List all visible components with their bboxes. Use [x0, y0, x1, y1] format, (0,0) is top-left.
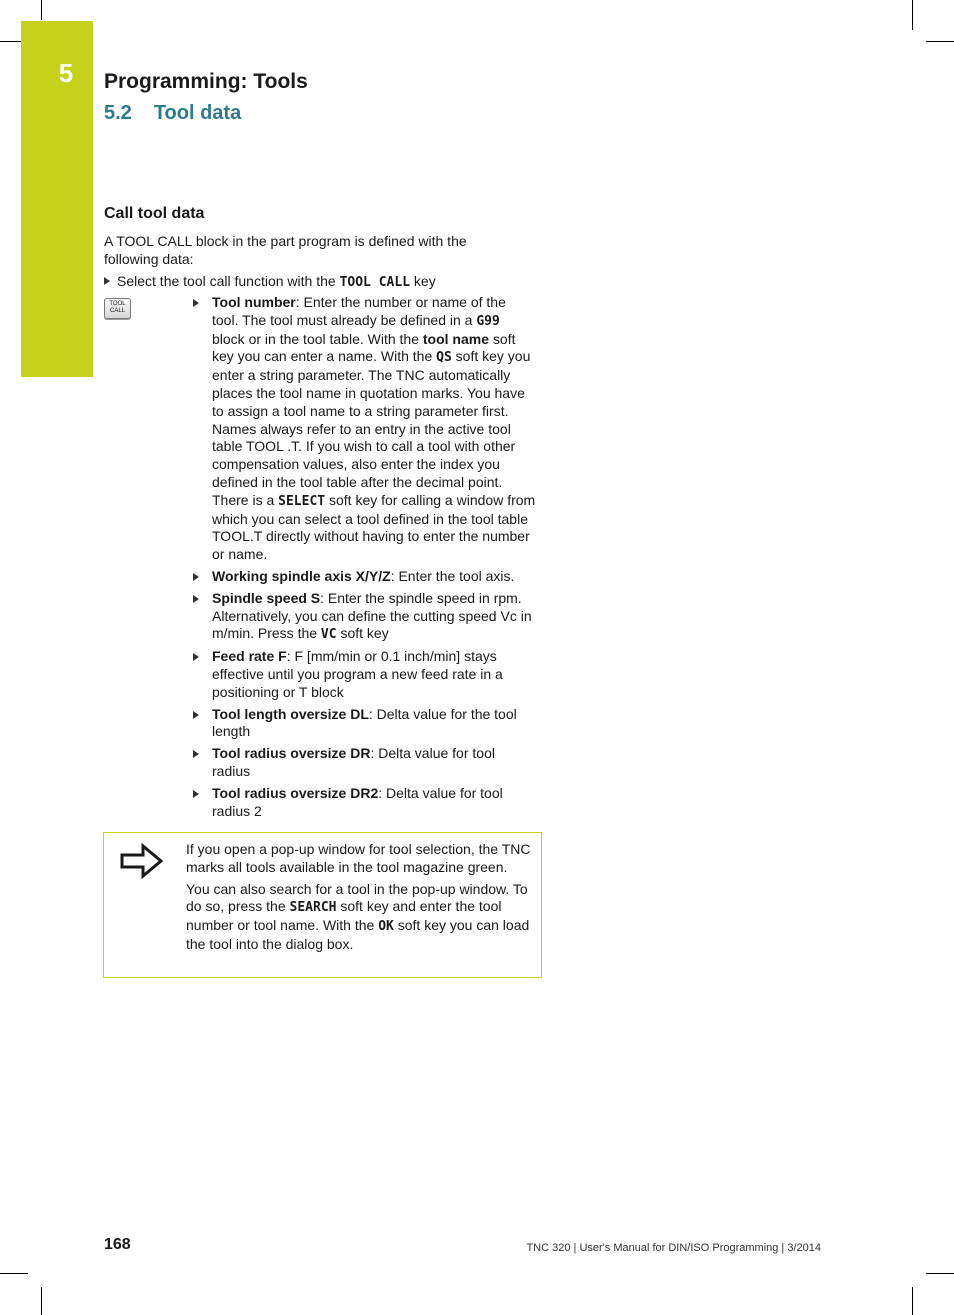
- list-item: [193, 568, 536, 586]
- softkey-name: tool name: [422, 330, 490, 347]
- key-name: SEARCH: [289, 900, 337, 916]
- param-text: block or in the tool table. With the: [212, 330, 423, 347]
- note-text-run: You can also search for a tool in the pop-up window. To do so, press the: [186, 880, 528, 915]
- param-text: : Enter the spindle speed in rpm. Alternatively, you can define the cutting speed Vc in m/min. Press the: [212, 589, 532, 642]
- list-item: [193, 745, 536, 781]
- arrow-right-icon: [119, 843, 165, 879]
- key-name: VC: [320, 627, 337, 643]
- list-item: [193, 294, 536, 564]
- list-item: [193, 590, 536, 644]
- key-label: TOOL: [109, 301, 126, 307]
- instruction-step: [104, 272, 534, 292]
- bullet-triangle-icon: [193, 595, 199, 603]
- note-text: [186, 841, 531, 958]
- bullet-triangle-icon: [193, 299, 199, 307]
- section-title: Tool data: [153, 102, 242, 124]
- crop-mark: [0, 1273, 28, 1274]
- note-paragraph: [186, 881, 531, 954]
- param-label: Tool radius oversize DR2: [212, 784, 379, 801]
- param-text: : Enter the tool axis.: [390, 567, 515, 584]
- param-label: Working spindle axis X/Y/Z: [212, 567, 391, 584]
- page-number: 168: [104, 1236, 131, 1253]
- key-name: OK: [378, 919, 394, 935]
- param-text: soft key you enter a string parameter. The TNC automatically places the tool name in quotation marks. You have to assign a tool name to a string parameter first. Names always refer to an entry in the active tool table TOOL .T. If you wish to call a tool with other compensation values, also enter the index you defined in the tool table after the decimal point. There is a: [212, 348, 531, 508]
- chapter-number: 5: [58, 58, 74, 88]
- param-label: Spindle speed S: [212, 589, 321, 606]
- param-label: Tool length oversize DL: [212, 705, 369, 722]
- bullet-triangle-icon: [193, 573, 199, 581]
- note-paragraph: If you open a pop-up window for tool selection, the TNC marks all tools available in the tool magazine green.: [186, 841, 531, 875]
- param-text: : Enter the number or name of the tool. The tool must already be defined in a: [212, 294, 506, 328]
- parameter-list: [193, 294, 536, 824]
- tool-call-key-icon: [104, 298, 131, 319]
- intro-paragraph: A TOOL CALL block in the part program is defined with the following data:: [104, 233, 467, 267]
- bullet-triangle-icon: [193, 653, 199, 661]
- bullet-triangle-icon: [193, 711, 199, 719]
- note-box: [103, 832, 542, 978]
- key-name: QS: [436, 350, 452, 366]
- page-heading: Call tool data: [104, 205, 205, 222]
- note-text-run: soft key you can load the tool into the dialog box.: [186, 917, 530, 952]
- key-name: SELECT: [278, 493, 326, 509]
- section-header: [104, 102, 241, 125]
- crop-mark: [926, 1273, 954, 1274]
- list-item: [193, 648, 536, 701]
- list-item: [193, 706, 536, 742]
- bullet-triangle-icon: [193, 750, 199, 758]
- param-text: : Delta value for tool radius: [212, 745, 495, 779]
- param-text: : Delta value for the tool length: [212, 705, 517, 740]
- crop-mark: [912, 1287, 913, 1315]
- step-text: Select the tool call function with the: [117, 273, 340, 289]
- step-text: key: [410, 273, 436, 289]
- param-label: Tool number: [212, 294, 296, 310]
- page-footer: TNC 320 | User's Manual for DIN/ISO Programming | 3/2014: [526, 1242, 821, 1254]
- key-name: G99: [476, 313, 500, 329]
- bullet-triangle-icon: [193, 790, 199, 798]
- param-label: Feed rate F: [212, 648, 287, 665]
- bullet-triangle-icon: [104, 277, 110, 285]
- crop-mark: [912, 0, 913, 30]
- param-text: : F [mm/min or 0.1 inch/min] stays effective until you program a new feed rate in a positioning or T block: [212, 648, 503, 700]
- note-text-run: soft key and enter the tool number or tool name. With the: [186, 898, 502, 934]
- param-label: Tool radius oversize DR: [212, 745, 371, 762]
- param-text: soft key for calling a window from which you can select a tool defined in the tool table TOOL.T directly without having to enter the number or name.: [212, 491, 536, 563]
- param-text: soft key you can enter a name. With the: [212, 330, 516, 365]
- key-label: CALL: [109, 308, 125, 314]
- param-text: : Delta value for tool radius 2: [212, 784, 503, 819]
- list-item: [193, 785, 536, 821]
- chapter-title: Programming: Tools: [104, 70, 308, 93]
- param-text: soft key: [336, 625, 389, 642]
- crop-mark: [41, 0, 42, 20]
- crop-mark: [926, 41, 954, 42]
- crop-mark: [0, 41, 22, 42]
- key-name: TOOL CALL: [339, 275, 411, 290]
- crop-mark: [41, 1287, 42, 1315]
- section-number: 5.2: [104, 102, 132, 124]
